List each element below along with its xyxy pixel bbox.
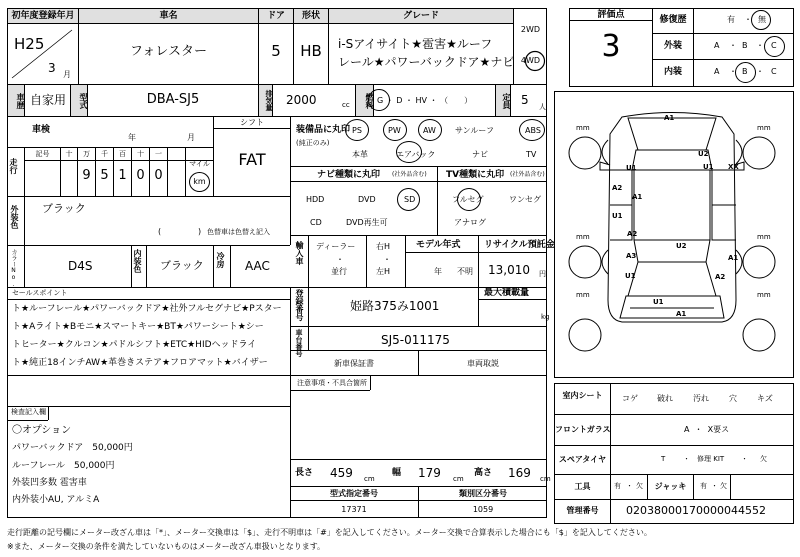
disp-label: 排気量 [259,85,272,116]
height-cm: cm [540,475,551,483]
navi-dvd: DVD [358,195,376,204]
note-line: 〇オプション [12,425,72,436]
footer-note-2: ※また、メーター交換の条件を満たしていないものはメーター改ざん車扱いとなります。 [7,542,326,551]
spare-dot2: ・ [741,455,748,463]
color-value: ブラック [42,202,86,215]
usage-label: 車歴 [8,85,24,116]
damage-label: A2 [627,230,638,238]
score-value: 3 [601,29,621,64]
ac-label: 冷房 [216,252,225,268]
import-right-h: 右H [376,242,391,251]
tire-mm-label: mm [576,124,590,132]
spare-missing: 欠 [760,455,767,463]
interior-b: B [742,67,748,76]
tire-mm-label: mm [757,124,771,132]
navi-title: ナビ種類に丸印 [317,170,381,180]
color-note: 色替車は色替え記入 [207,228,270,236]
length-value: 459 [330,466,353,480]
color-no-value: D4S [68,259,93,273]
height-label: 高さ [474,468,493,478]
fuel-label: 燃料 [356,85,373,116]
model-year-label: モデル年式 [416,240,461,250]
import-parallel: 並行 [331,267,347,276]
height-value: 169 [508,466,531,480]
tv-sub: (社外品含む) [510,171,545,178]
tire-mm-label: mm [757,291,771,299]
note-line: パワーバックドア 50,000円 [12,443,133,453]
interior-sheet-label: 室内シート [562,391,603,400]
equipment-label: 装備品に丸印 [296,125,351,135]
damage-label: A1 [676,310,687,318]
damage-label: U1 [625,272,636,280]
front-glass-label: フロントガラス [555,425,611,434]
inspection-notes-label: 検査記入欄 [11,408,46,416]
repair-dot: ・ [744,15,752,24]
exterior-dot2: ・ [756,41,764,50]
digit-header-symbol: 記号 [35,150,50,158]
damage-label: A1 [728,254,739,262]
capacity-label: 定員 [496,85,510,116]
damage-label: U1 [612,212,623,220]
exterior-b: B [742,41,748,50]
inspection-label: 車検 [32,125,51,135]
exterior-dot1: ・ [729,41,737,50]
damage-label: U1 [703,163,714,171]
equipment-sublabel: (純正のみ) [296,139,330,147]
note-line: 外装凹多数 雹害車 [12,478,87,488]
grade-line-2: レール★パワーバックドア★ナビ [338,55,515,69]
width-label: 幅 [392,468,402,478]
width-cm: cm [453,475,464,483]
damage-label: U1 [626,164,637,172]
navi-sub: (社外品含む) [392,171,427,178]
equip-leather: 本革 [352,150,368,159]
type-no-value: 17371 [341,505,367,514]
chassis-value: SJ5-011175 [381,333,450,347]
sheet-tear: 破れ [657,394,673,403]
digit-header-hyaku: 百 [119,150,126,158]
car-name-header: 車名 [79,9,258,23]
navi-sd: SD [404,195,416,204]
chassis-label: 車台番号 [295,329,303,357]
tire-mm-label: mm [576,291,590,299]
mileage-unit-km: km [193,177,206,186]
color-paren-open: ( [158,227,162,236]
capacity-value: 5 [521,93,529,107]
tv-fullseg: フルセグ [452,195,484,204]
length-cm: cm [364,475,375,483]
usage-value: 自家用 [30,93,67,107]
width-value: 179 [418,466,441,480]
first-reg-month: 3 [48,61,56,75]
sheet-scratch: キズ [757,394,773,403]
new-car-warranty: 新車保証書 [334,359,374,368]
equip-sunroof: サンルーフ [455,126,494,135]
damage-label: U2 [676,242,687,250]
equip-aw: AW [423,126,436,135]
damage-label: XX [728,163,739,171]
recycle-yen: 円 [539,270,546,278]
tv-oneseg: ワンセグ [509,195,541,204]
drive-2wd: 2WD [520,25,541,34]
jack-missing: 欠 [720,482,727,490]
door-header: ドア [259,9,293,23]
displacement-value: 2000 [286,93,317,107]
damage-label: U1 [653,298,664,306]
ac-value: AAC [245,259,270,273]
grade-line-1: i-Sアイサイト★雹害★ルーフ [338,37,493,51]
jack-dot: ・ [711,482,718,490]
door-count: 5 [271,42,281,60]
recycle-label: リサイクル預託金 [484,240,555,250]
sales-line: ト★Aライト★Bモニ★スマートキー★BT★パワーシート★シー [12,322,264,332]
digit-header-sen: 千 [101,150,108,158]
owner-manual: 車両取説 [467,359,499,368]
mileage-digit: 1 [118,168,127,183]
tv-title: TV種類に丸印 [446,170,505,180]
jack-label: ジャッキ [654,482,687,491]
footer-note-1: 走行距離の記号欄にメーター改ざん車は「*」、メーター交換車は「$」、走行不明車は「#」を記入してください。メーター交換で合算表示した場合にも「$」を記入してください。 [7,528,652,537]
sales-points-label: セールスポイント [12,289,68,297]
equip-abs: ABS [525,126,541,135]
management-label: 管理番号 [566,506,599,515]
import-label: 輸入車 [295,241,304,265]
tire-mm-label: mm [576,233,590,241]
shift-value: FAT [238,150,266,169]
repair-yes: 有 [727,15,735,24]
interior-label: 内装 [663,67,682,77]
equip-tv: TV [526,150,537,159]
grade-header: グレード [329,9,513,23]
tool-label: 工具 [574,482,591,491]
equip-navi: ナビ [472,150,488,159]
exterior-c: C [771,41,777,50]
repair-no: 無 [758,15,766,24]
equip-airbag: エアバック [396,150,436,159]
inspection-year-unit: 年 [128,133,136,142]
import-dot1: ・ [336,255,344,264]
digit-header-ichi: 一 [155,150,162,158]
score-label: 評価点 [597,10,625,20]
notice-label: 注意事項・不具合箇所 [297,379,367,387]
tool-yes: 有 [614,482,621,490]
mileage-digit: 0 [136,168,145,183]
damage-label: U2 [698,150,709,158]
digit-header-juu: 十 [137,150,144,158]
tv-analog: アナログ [454,218,486,227]
tool-missing: 欠 [636,482,643,490]
spare-kit: 修理 KIT [697,455,725,463]
sales-line: トヒーター★クルコン★パドルシフト★ETC★HIDヘッドライ [12,340,257,350]
sheet-burn: コゲ [622,394,638,403]
exterior-label: 外装 [663,41,682,51]
type-no-label: 型式指定番号 [330,489,378,498]
sheet-hole: 穴 [729,394,737,403]
model-value: DBA-SJ5 [146,92,200,107]
interior-a: A [714,67,720,76]
mileage-digit: 0 [154,168,163,183]
drive-4wd: 4WD [520,56,541,65]
digit-header-10man: 十 [65,150,73,158]
digit-header-man: 万 [83,150,90,158]
sales-line: ト★ルーフレール★パワーバックドア★社外フルセグナビ★Pスター [12,304,282,314]
tire-mm-label: mm [757,233,771,241]
damage-label: A2 [612,184,623,192]
note-line: 内外装小AU, アルミA [12,495,100,505]
import-left-h: 左H [376,267,391,276]
navi-hdd: HDD [306,195,325,204]
length-label: 長さ [295,468,314,478]
spare-t: T [661,455,666,463]
shift-label: シフト [240,118,264,127]
repair-label: 修復歴 [659,15,687,25]
registration-value: 姫路375み1001 [350,299,440,313]
color-label: 外装色 [10,205,19,229]
import-dot2: ・ [383,255,391,264]
mileage-digit: 9 [82,168,91,183]
color-no-label: カラーNo. [10,249,17,288]
exterior-a: A [714,41,720,50]
damage-label: A1 [632,193,643,201]
max-load-kg: kg [541,313,550,321]
spare-tire-label: スペアタイヤ [558,455,607,464]
recycle-value: 13,010 [488,263,530,277]
mileage-digit: 5 [100,168,109,183]
management-value: 02038000170000044552 [626,504,766,517]
import-dealer: ディーラー [316,242,356,251]
damage-label: A3 [626,252,637,260]
car-name: フォレスター [130,44,207,59]
model-year-unit: 年 [434,267,442,276]
model-label: 型式 [71,85,87,116]
body-shape: HB [300,42,322,60]
class-no-label: 類別区分番号 [459,489,507,498]
mileage-label: 走行 [9,158,18,174]
jack-yes: 有 [700,482,707,490]
interior-c: C [771,67,777,76]
interior-dot2: ・ [756,67,764,76]
navi-cd: CD [310,218,322,227]
damage-label: A2 [715,273,726,281]
interior-dot1: ・ [729,67,737,76]
sales-line: ト★純正18インチAW★革巻きステア★フロアマット★バイザー [12,358,268,368]
first-reg-header: 初年度登録年月 [8,9,78,23]
color-paren-close: ) [198,227,202,236]
interior-color-value: ブラック [160,259,204,272]
note-line: ルーフレール 50,000円 [12,461,115,471]
spare-dot1: ・ [683,455,690,463]
first-reg-era: H25 [14,35,45,53]
damage-label: A1 [664,114,675,122]
navi-dvd-play: DVD再生可 [346,218,388,227]
month-unit: 月 [63,70,71,79]
class-no-value: 1059 [472,505,494,514]
front-glass-value: A ・ X要ス [684,425,730,434]
shape-header: 形状 [294,9,328,23]
max-load-label: 最大積載量 [484,288,530,298]
cc-unit: cc [342,101,350,109]
inspection-month-unit: 月 [187,133,195,142]
interior-color-label: 内装色 [133,249,142,273]
tool-dot: ・ [626,482,633,490]
model-year-unknown: 不明 [457,267,473,276]
sheet-dirt: 汚れ [693,394,709,403]
equip-ps: PS [352,126,362,135]
fuel-options: G ・ D ・ HV ・ （ ） [377,96,473,105]
equip-pw: PW [388,126,401,135]
mileage-unit-mile: マイル [189,160,210,168]
capacity-unit: 人 [539,103,546,111]
registration-label: 登録番号 [295,289,304,321]
